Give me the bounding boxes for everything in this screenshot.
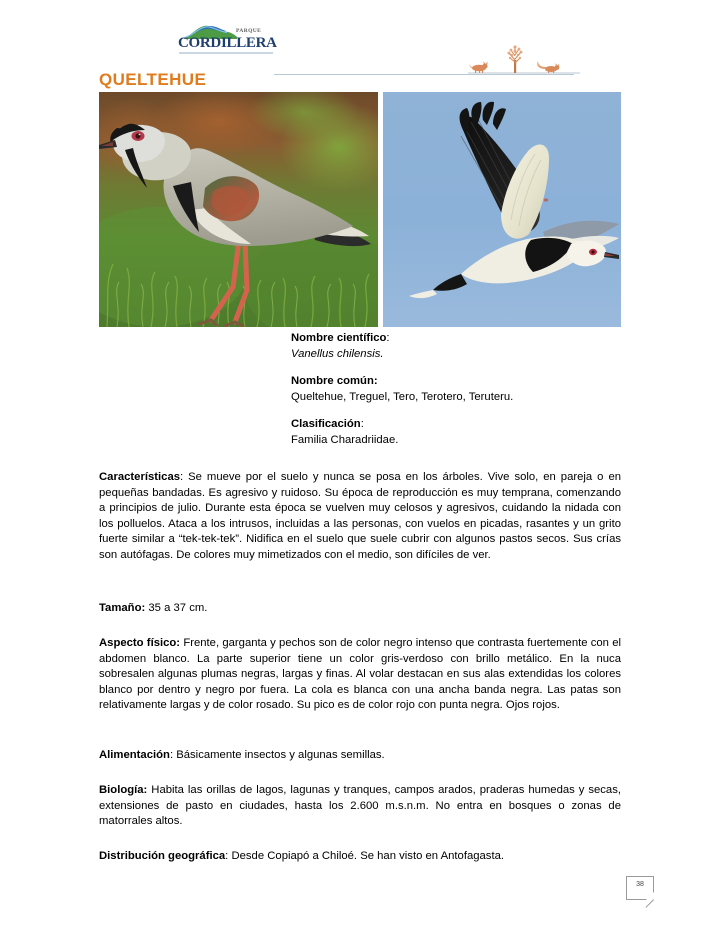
tree-icon <box>508 45 523 73</box>
header-nature-scene <box>468 44 580 78</box>
paragraph-tamano <box>99 601 621 617</box>
scientific-label-text: Nombre científico <box>291 332 387 344</box>
fact-classification <box>291 417 621 448</box>
classification-label-text: Clasificación <box>291 418 361 431</box>
caracteristicas-label: Características <box>99 471 181 483</box>
tamano-text: 35 a 37 cm. <box>148 602 208 614</box>
aspecto-text: Frente, garganta y pechos son de color negro intenso que contrasta fuertemente con el abdomen blanco. La parte superior tiene un color gris-verdoso con brillo metálico. En la nuca sobresalen algunas plumas negras, largas y finas. Al volar destacan en sus alas extendidas los colores blanco por dentro y negro por fuera. La cola es blanca con una ancha banda negra. Las patas son relativamente largas y de color rosado. Su pico es de color rojo con punta negra. Ojos rojos. <box>99 637 621 712</box>
page-corner-fold-line <box>646 899 654 907</box>
biologia-label: Biología: <box>99 784 148 796</box>
fact-common-name <box>291 374 621 405</box>
species-facts <box>291 331 621 449</box>
queltehue-flying-photo <box>383 92 621 327</box>
parque-cordillera-logo <box>178 22 277 60</box>
section-alimentacion <box>99 748 621 764</box>
queltehue-standing-photo <box>99 92 378 327</box>
paragraph-biologia <box>99 783 621 830</box>
fact-scientific-name <box>291 331 621 362</box>
section-tamano <box>99 601 621 617</box>
page-number-text: 38 <box>636 881 644 888</box>
logo-parque-text: PARQUE <box>236 28 262 34</box>
caracteristicas-sep: : <box>180 471 189 483</box>
paragraph-alimentacion <box>99 748 621 764</box>
distribucion-sep: : <box>225 850 232 862</box>
page-title: QUELTEHUE <box>99 70 207 89</box>
queltehue-standing-illustration <box>99 92 378 327</box>
section-aspecto-fisico <box>99 636 621 714</box>
fox-icon <box>469 62 488 74</box>
fact-classification-label <box>291 417 621 433</box>
tamano-label: Tamaño: <box>99 602 146 614</box>
page-number-badge <box>626 876 654 900</box>
distribucion-label: Distribución geográfica <box>99 850 226 862</box>
paragraph-caracteristicas <box>99 470 621 564</box>
queltehue-flying-illustration <box>383 92 621 327</box>
biologia-text: Habita las orillas de lagos, lagunas y tranques, campos arados, praderas humedas y secas, extensiones de pasto en ciudades, hasta los 2.600 m.s.n.m. No entra en bosques o zonas de matorrales altos. <box>99 784 622 828</box>
page-header <box>0 22 720 64</box>
paragraph-distribucion <box>99 849 621 865</box>
section-biologia <box>99 783 621 830</box>
paragraph-aspecto-fisico <box>99 636 621 714</box>
caracteristicas-text: Se mueve por el suelo y nunca se posa en los árboles. Vive solo, en pareja o en pequeñas bandadas. Es agresivo y ruidoso. Su época de reproducción es muy temprana, comenzando a principios de julio. Durante esta época se vuelven muy celosos y agresivos, cuidando la nidada con los polluelos. Ataca a los intrusos, incluidas a las personas, con vuelos en picadas, rasantes y un grito fuerte similar a “tek-tek-tek”. Nidifica en el suelo que suele cubrir con algunos pastos secos. Sus crías son autófagas. De colores muy mimetizados con el medio, son difíciles de ver. <box>99 471 622 561</box>
fact-common-name-label: Nombre común: <box>291 375 378 388</box>
section-caracteristicas <box>99 470 621 564</box>
section-distribucion-geografica <box>99 849 621 865</box>
logo-cordillera-text: CORDILLERA <box>178 35 277 51</box>
fact-classification-value: Familia Charadriidae. <box>291 433 399 446</box>
alimentacion-sep: : <box>169 749 177 761</box>
alimentacion-text: Básicamente insectos y algunas semillas. <box>176 749 385 761</box>
fact-scientific-name-label <box>291 331 621 347</box>
fact-common-name-value: Queltehue, Treguel, Tero, Terotero, Teruteru. <box>291 390 514 403</box>
logo-underline <box>179 52 273 54</box>
aspecto-label: Aspecto físico: <box>99 637 181 649</box>
classification-label-sep: : <box>360 418 364 431</box>
distribucion-text: Desde Copiapó a Chiloé. Se han visto en Antofagasta. <box>231 850 505 862</box>
photo-gallery <box>99 92 621 327</box>
animal-icon <box>537 61 559 73</box>
scientific-label-sep: : <box>386 332 390 344</box>
fact-scientific-name-value: Vanellus chilensis. <box>291 347 384 360</box>
alimentacion-label: Alimentación <box>99 749 170 761</box>
